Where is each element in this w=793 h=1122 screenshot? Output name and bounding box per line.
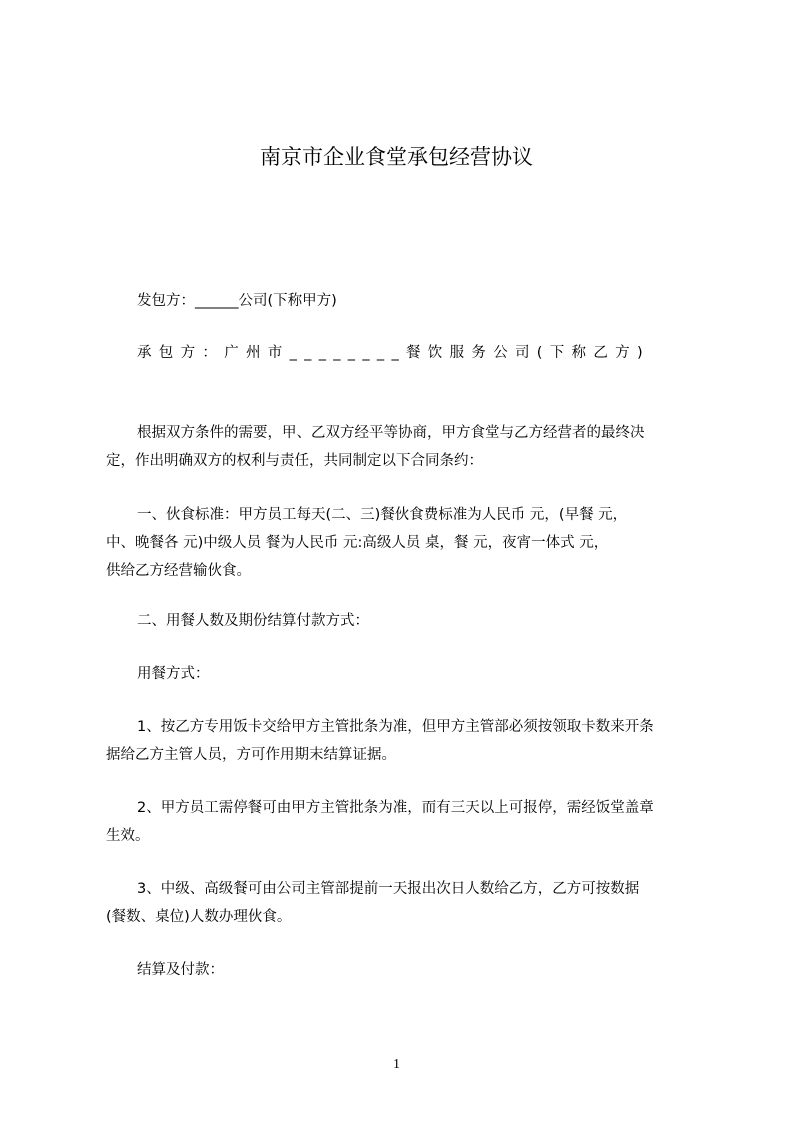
party-b-line: 承包方：广州市________餐饮服务公司(下称乙方) <box>137 345 650 361</box>
party-a-line: 发包方：______公司(下称甲方) <box>137 293 337 309</box>
settlement-heading: 结算及付款： <box>137 962 224 978</box>
section2-heading: 二、用餐人数及期份结算付款方式： <box>137 613 369 629</box>
item1-line-1: 1、按乙方专用饭卡交给甲方主管批条为准，但甲方主管部必须按领取卡数来开条 <box>137 719 654 735</box>
item1-line-2: 据给乙方主管人员，方可作用期末结算证据。 <box>106 747 396 763</box>
item3-line-1: 3、中级、高级餐可由公司主管部提前一天报出次日人数给乙方，乙方可按数据 <box>137 881 640 897</box>
item2-line-2: 生效。 <box>106 828 150 844</box>
intro-line-1: 根据双方条件的需要，甲、乙双方经平等协商，甲方食堂与乙方经营者的最终决 <box>137 425 645 441</box>
section1-line-1: 一、伙食标准：甲方员工每天(二、三)餐伙食费标准为人民币 元，(早餐 元， <box>137 507 628 523</box>
document-title: 南京市企业食堂承包经营协议 <box>260 145 533 169</box>
section1-line-3: 供给乙方经营输伙食。 <box>106 563 251 579</box>
section1-line-2: 中、晚餐各 元)中级人员 餐为人民币 元:高级人员 桌，餐 元，夜宵一体式 元， <box>106 535 609 551</box>
item3-line-2: (餐数、桌位)人数办理伙食。 <box>106 909 292 925</box>
dining-method-heading: 用餐方式： <box>137 666 210 682</box>
item2-line-1: 2、甲方员工需停餐可由甲方主管批条为准，而有三天以上可报停，需经饭堂盖章 <box>137 800 654 816</box>
page-number: 1 <box>393 1057 400 1072</box>
intro-line-2: 定，作出明确双方的权利与责任，共同制定以下合同条约： <box>106 453 483 469</box>
